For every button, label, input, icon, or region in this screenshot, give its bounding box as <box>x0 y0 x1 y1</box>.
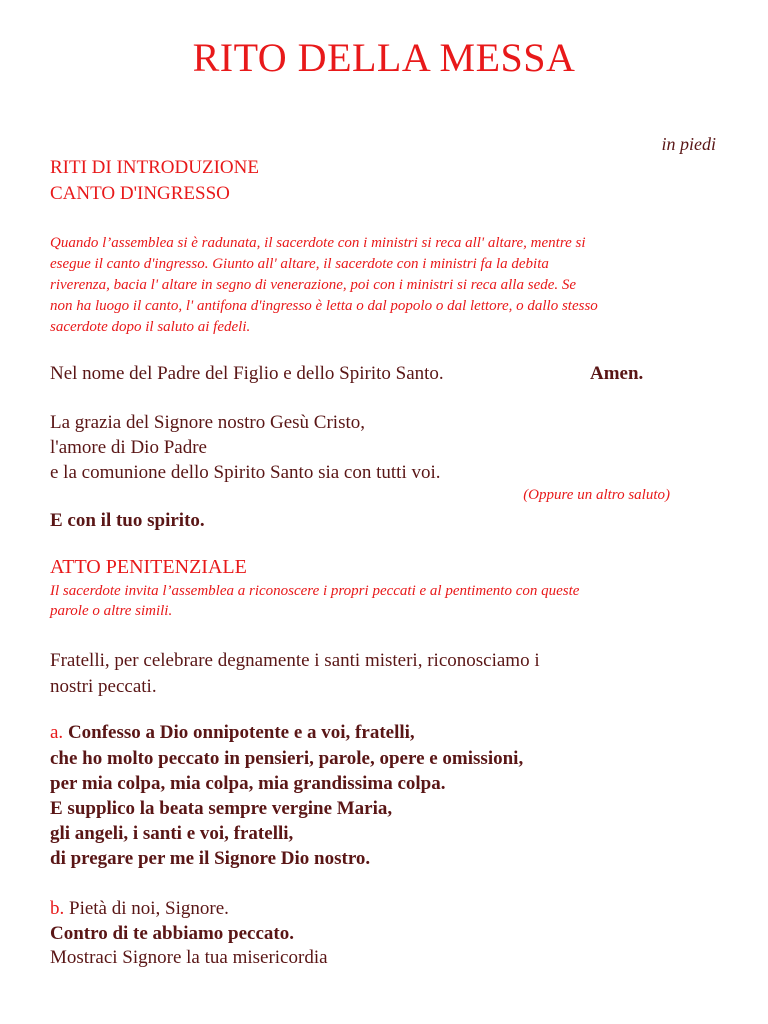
rubric-line: Il sacerdote invita l’assemblea a riconoscere i propri peccati e al pentimento con queste <box>50 583 580 599</box>
option-b-response: Contro di te abbiamo peccato. <box>50 923 294 944</box>
penitential-rubric <box>50 581 720 621</box>
rubric-line: Quando l’assemblea si è radunata, il sacerdote con i ministri si reca all' altare, mentre si <box>50 235 586 251</box>
introductory-rites-heading: RITI DI INTRODUZIONE <box>50 157 259 178</box>
invitation-line: Fratelli, per celebrare degnamente i santi misteri, riconosciamo i <box>50 650 540 671</box>
amen-response: Amen. <box>590 363 644 384</box>
confiteor-line: gli angeli, i santi e voi, fratelli, <box>50 823 294 844</box>
rubric-line: esegue il canto d'ingresso. Giunto all' altare, il sacerdote con i ministri fa la debita <box>50 256 549 272</box>
rubric-line: parole o altre simili. <box>50 603 173 619</box>
confiteor-line: E supplico la beata sempre vergine Maria, <box>50 798 393 819</box>
option-a-text: Confesso a Dio onnipotente e a voi, fratelli, <box>63 722 415 743</box>
option-b-first-line <box>50 898 229 920</box>
option-b-text: Pietà di noi, Signore. <box>64 898 229 919</box>
confiteor-line: di pregare per me il Signore Dio nostro. <box>50 848 371 869</box>
option-a-marker: a. <box>50 722 64 743</box>
confiteor-line: per mia colpa, mia colpa, mia grandissima colpa. <box>50 773 446 794</box>
entrance-chant-heading: CANTO D'INGRESSO <box>50 183 230 204</box>
confiteor-line: che ho molto peccato in pensieri, parole, opere e omissioni, <box>50 748 524 769</box>
option-a-first-line <box>50 722 415 744</box>
rubric-line: non ha luogo il canto, l' antifona d'ingresso è letta o dal popolo o dal lettore, o dallo stesso <box>50 298 598 314</box>
rubric-line: sacerdote dopo il saluto ai fedeli. <box>50 319 251 335</box>
alternative-greeting-note: (Oppure un altro saluto) <box>523 487 670 503</box>
greeting-line: e la comunione dello Spirito Santo sia con tutti voi. <box>50 462 441 483</box>
option-b-last-line: Mostraci Signore la tua misericordia <box>50 947 328 968</box>
sign-of-cross-text: Nel nome del Padre del Figlio e dello Spirito Santo. <box>50 363 444 384</box>
penitential-act-heading: ATTO PENITENZIALE <box>50 556 247 578</box>
entrance-rubric <box>50 233 720 338</box>
greeting-response: E con il tuo spirito. <box>50 510 205 531</box>
posture-note: in piedi <box>661 134 716 154</box>
greeting-line: La grazia del Signore nostro Gesù Cristo, <box>50 412 366 433</box>
option-b-marker: b. <box>50 898 65 919</box>
rubric-line: riverenza, bacia l' altare in segno di venerazione, poi con i ministri si reca alla sede. Se <box>50 277 577 293</box>
page-title: RITO DELLA MESSA <box>192 35 576 80</box>
greeting-line: l'amore di Dio Padre <box>50 437 207 458</box>
invitation-line: nostri peccati. <box>50 676 157 697</box>
